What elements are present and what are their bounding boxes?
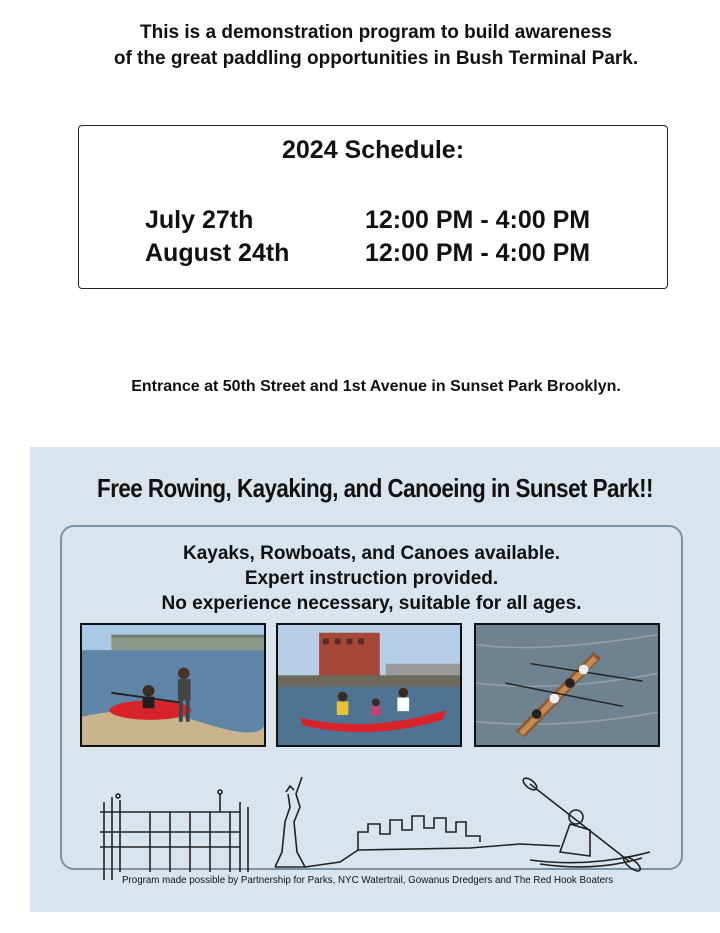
skyline-drawing-icon bbox=[90, 772, 680, 882]
schedule-box bbox=[78, 125, 668, 289]
info-panel bbox=[30, 447, 720, 912]
entrance-text: Entrance at 50th Street and 1st Avenue in Sunset Park Brooklyn. bbox=[131, 378, 621, 395]
schedule-time: 12:00 PM - 4:00 PM bbox=[365, 206, 591, 234]
schedule-date: July 27th bbox=[145, 206, 254, 234]
feature-line: Expert instruction provided. bbox=[244, 568, 499, 589]
rowboat-photo bbox=[474, 623, 660, 747]
schedule-title: 2024 Schedule: bbox=[281, 136, 465, 164]
canoe-photo bbox=[276, 623, 462, 747]
schedule-row bbox=[145, 239, 590, 268]
schedule-date: August 24th bbox=[145, 239, 290, 267]
intro-line-2: of the great paddling opportunities in Bush Terminal Park. bbox=[113, 48, 639, 69]
schedule-time: 12:00 PM - 4:00 PM bbox=[365, 239, 591, 267]
feature-line: Kayaks, Rowboats, and Canoes available. bbox=[183, 543, 560, 564]
schedule-row bbox=[145, 206, 590, 235]
kayak-launch-photo bbox=[80, 623, 266, 747]
intro-text bbox=[0, 20, 720, 72]
credit-text: Program made possible by Partnership for Parks, NYC Watertrail, Gowanus Dredgers and The Red Hook Boaters bbox=[122, 874, 614, 886]
intro-line-1: This is a demonstration program to build awareness bbox=[140, 22, 612, 43]
feature-line: No experience necessary, suitable for all ages. bbox=[161, 593, 582, 614]
panel-headline: Free Rowing, Kayaking, and Canoeing in Sunset Park!! bbox=[97, 473, 653, 503]
features-list bbox=[62, 541, 681, 616]
